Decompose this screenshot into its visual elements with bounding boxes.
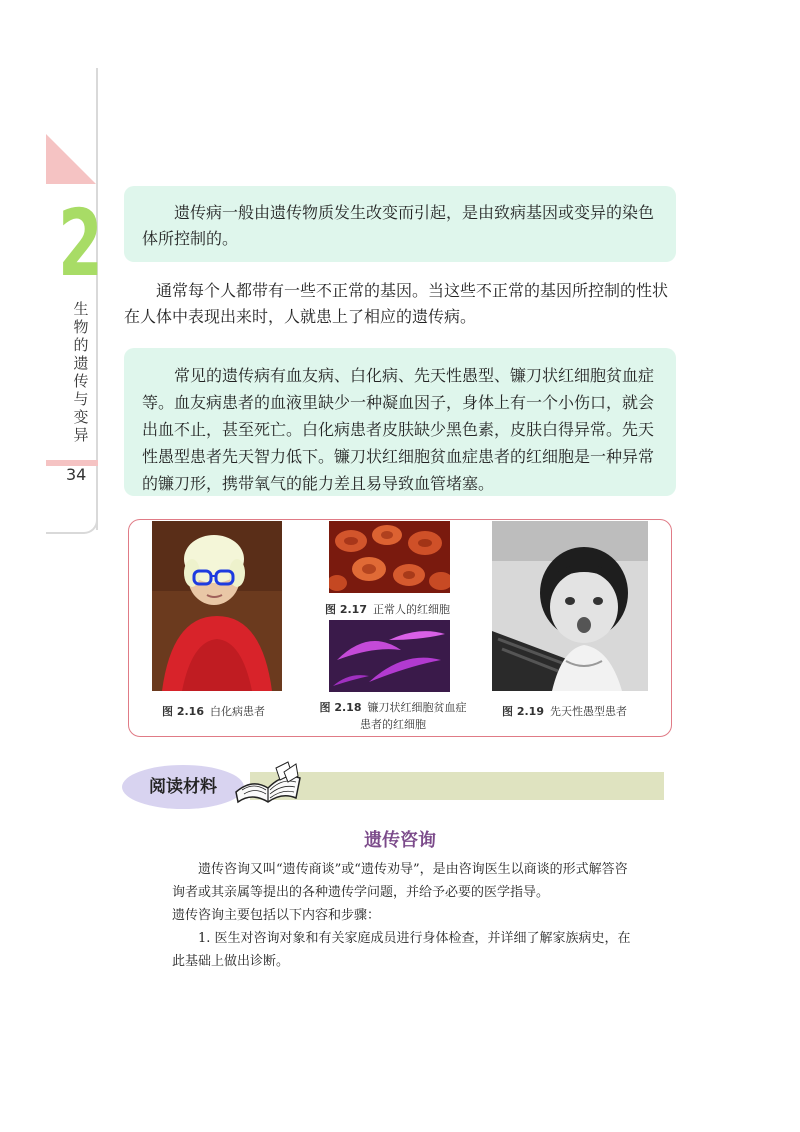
key-point-text-1: 遗传病一般由遗传物质发生改变而引起，是由致病基因或变异的染色体所控制的。 — [142, 203, 655, 248]
margin-hook-decoration — [46, 510, 98, 534]
figure-caption-text: 白化病患者 — [209, 705, 265, 718]
open-book-icon — [230, 758, 306, 812]
reading-material-label: 阅读材料 — [122, 765, 244, 809]
key-point-box-1 — [124, 186, 676, 262]
figure-number: 图 2.16 — [162, 705, 204, 718]
reading-paragraph-1: 遗传咨询又叫“遗传商谈”或“遗传劝导”，是由咨询医生以商谈的形式解答咨询者或其亲属等提出的各种遗传学问题，并给予必要的医学指导。 — [172, 862, 628, 900]
sickle-rbc-photo — [329, 620, 450, 692]
reading-paragraph-2: 遗传咨询主要包括以下内容和步骤： — [172, 908, 381, 923]
normal-rbc-photo — [329, 521, 450, 593]
down-syndrome-child-photo — [492, 521, 648, 691]
page-number: 34 — [66, 465, 87, 484]
figure-2-18-caption — [318, 699, 468, 733]
albino-patient-photo — [152, 521, 282, 691]
figure-number: 图 2.18 — [319, 701, 362, 714]
chapter-title: 生物的遗传与变异 — [73, 300, 89, 444]
figure-2-17-caption — [325, 601, 450, 617]
reading-banner-stripe — [250, 772, 664, 800]
figure-number: 图 2.17 — [325, 603, 367, 616]
key-point-text-2: 常见的遗传病有血友病、白化病、先天性愚型、镰刀状红细胞贫血症等。血友病患者的血液里缺少一种凝血因子，身体上有一个小伤口，就会出血不止，甚至死亡。白化病患者皮肤缺少黑色素，皮肤白得异常。先天性愚型患者先天智力低下。镰刀状红细胞贫血症患者的红细胞是一种异常的镰刀形，携带氧气的能力差且易导致血管堵塞。 — [142, 366, 655, 493]
body-paragraph: 通常每个人都带有一些不正常的基因。当这些不正常的基因所控制的性状在人体中表现出来时，人就患上了相应的遗传病。 — [124, 281, 669, 326]
figure-caption-text: 正常人的红细胞 — [372, 603, 450, 616]
chapter-number: 2 — [58, 190, 103, 297]
key-point-box-2 — [124, 348, 676, 496]
corner-triangle-decoration — [46, 134, 96, 184]
reading-body — [172, 858, 638, 973]
reading-title: 遗传咨询 — [364, 830, 436, 851]
reading-paragraph-3: 1. 医生对咨询对象和有关家庭成员进行身体检查，并详细了解家族病史，在此基础上做出诊断。 — [172, 931, 631, 969]
figure-2-19-caption — [502, 703, 627, 719]
figure-caption-text: 先天性愚型患者 — [549, 705, 627, 718]
figure-number: 图 2.19 — [502, 705, 544, 718]
figure-caption-text: 镰刀状红细胞贫血症患者的红细胞 — [360, 701, 467, 731]
figure-2-16-caption — [162, 703, 265, 719]
